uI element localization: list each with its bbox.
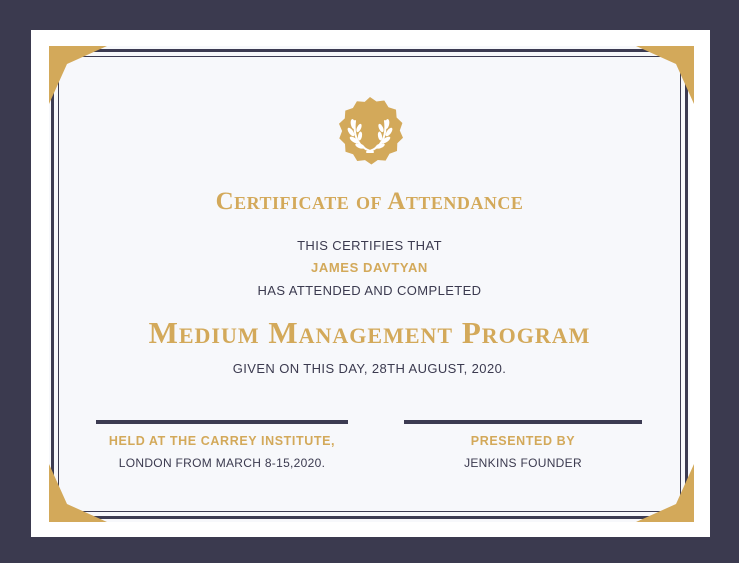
corner-ornament-bottom-left [49,464,107,522]
signature-left-label: HELD AT THE CARREY INSTITUTE, [108,434,336,448]
signature-right-label: PRESENTED BY [470,434,576,448]
corner-ornament-bottom-right [636,464,694,522]
signature-line-right [404,420,642,424]
recipient-name: JAMES DAVTYAN [311,260,428,275]
certificate-title: Certificate of Attendance [215,188,524,215]
given-date-text: GIVEN ON THIS DAY, 28TH AUGUST, 2020. [232,361,507,376]
laurel-seal-icon [331,91,409,169]
signature-left-text: LONDON FROM MARCH 8-15,2020. [118,456,326,470]
signature-line-left [96,420,348,424]
certifies-text: THIS CERTIFIES THAT [297,238,442,253]
attended-text: HAS ATTENDED AND COMPLETED [257,283,482,298]
corner-ornament-top-left [49,46,107,104]
signature-right-text: JENKINS FOUNDER [464,456,582,470]
corner-ornament-top-right [636,46,694,104]
program-name: Medium Management Program [148,315,591,350]
